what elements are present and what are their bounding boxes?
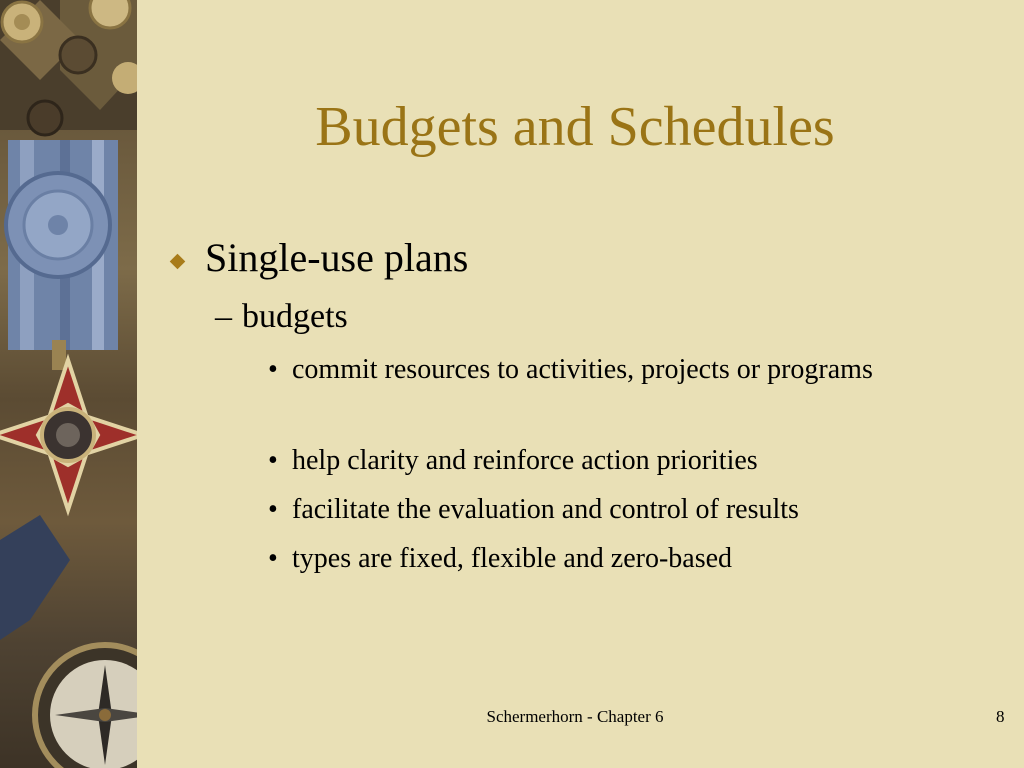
dot-bullet: • xyxy=(268,445,278,476)
decorative-medal-image xyxy=(0,0,137,768)
bullet-level3-item xyxy=(268,440,908,481)
bullet-level3-text: facilitate the evaluation and control of results xyxy=(292,494,799,525)
bullet-level2-text: budgets xyxy=(242,298,348,335)
medal-illustration xyxy=(0,0,137,768)
bullet-level3-item xyxy=(268,349,908,390)
diamond-bullet-icon xyxy=(170,254,186,270)
dot-bullet: • xyxy=(268,543,278,574)
bullet-level3-text: help clarity and reinforce action priorities xyxy=(292,445,758,476)
bullet-level1 xyxy=(168,234,468,281)
bullet-level3-text: commit resources to activities, projects or programs xyxy=(292,354,873,385)
dot-bullet: • xyxy=(268,354,278,385)
page-number: 8 xyxy=(996,707,1005,726)
dot-bullet: • xyxy=(268,494,278,525)
slide-title: Budgets and Schedules xyxy=(315,96,835,158)
bullet-level3-item xyxy=(268,489,908,530)
bullet-level3-item xyxy=(268,538,908,579)
dash-bullet: – xyxy=(215,298,232,335)
footer-text: Schermerhorn - Chapter 6 xyxy=(486,707,664,726)
bullet-level1-text: Single-use plans xyxy=(205,235,469,280)
bullet-level3-text: types are fixed, flexible and zero-based xyxy=(292,543,733,574)
bullet-level2 xyxy=(215,298,348,336)
